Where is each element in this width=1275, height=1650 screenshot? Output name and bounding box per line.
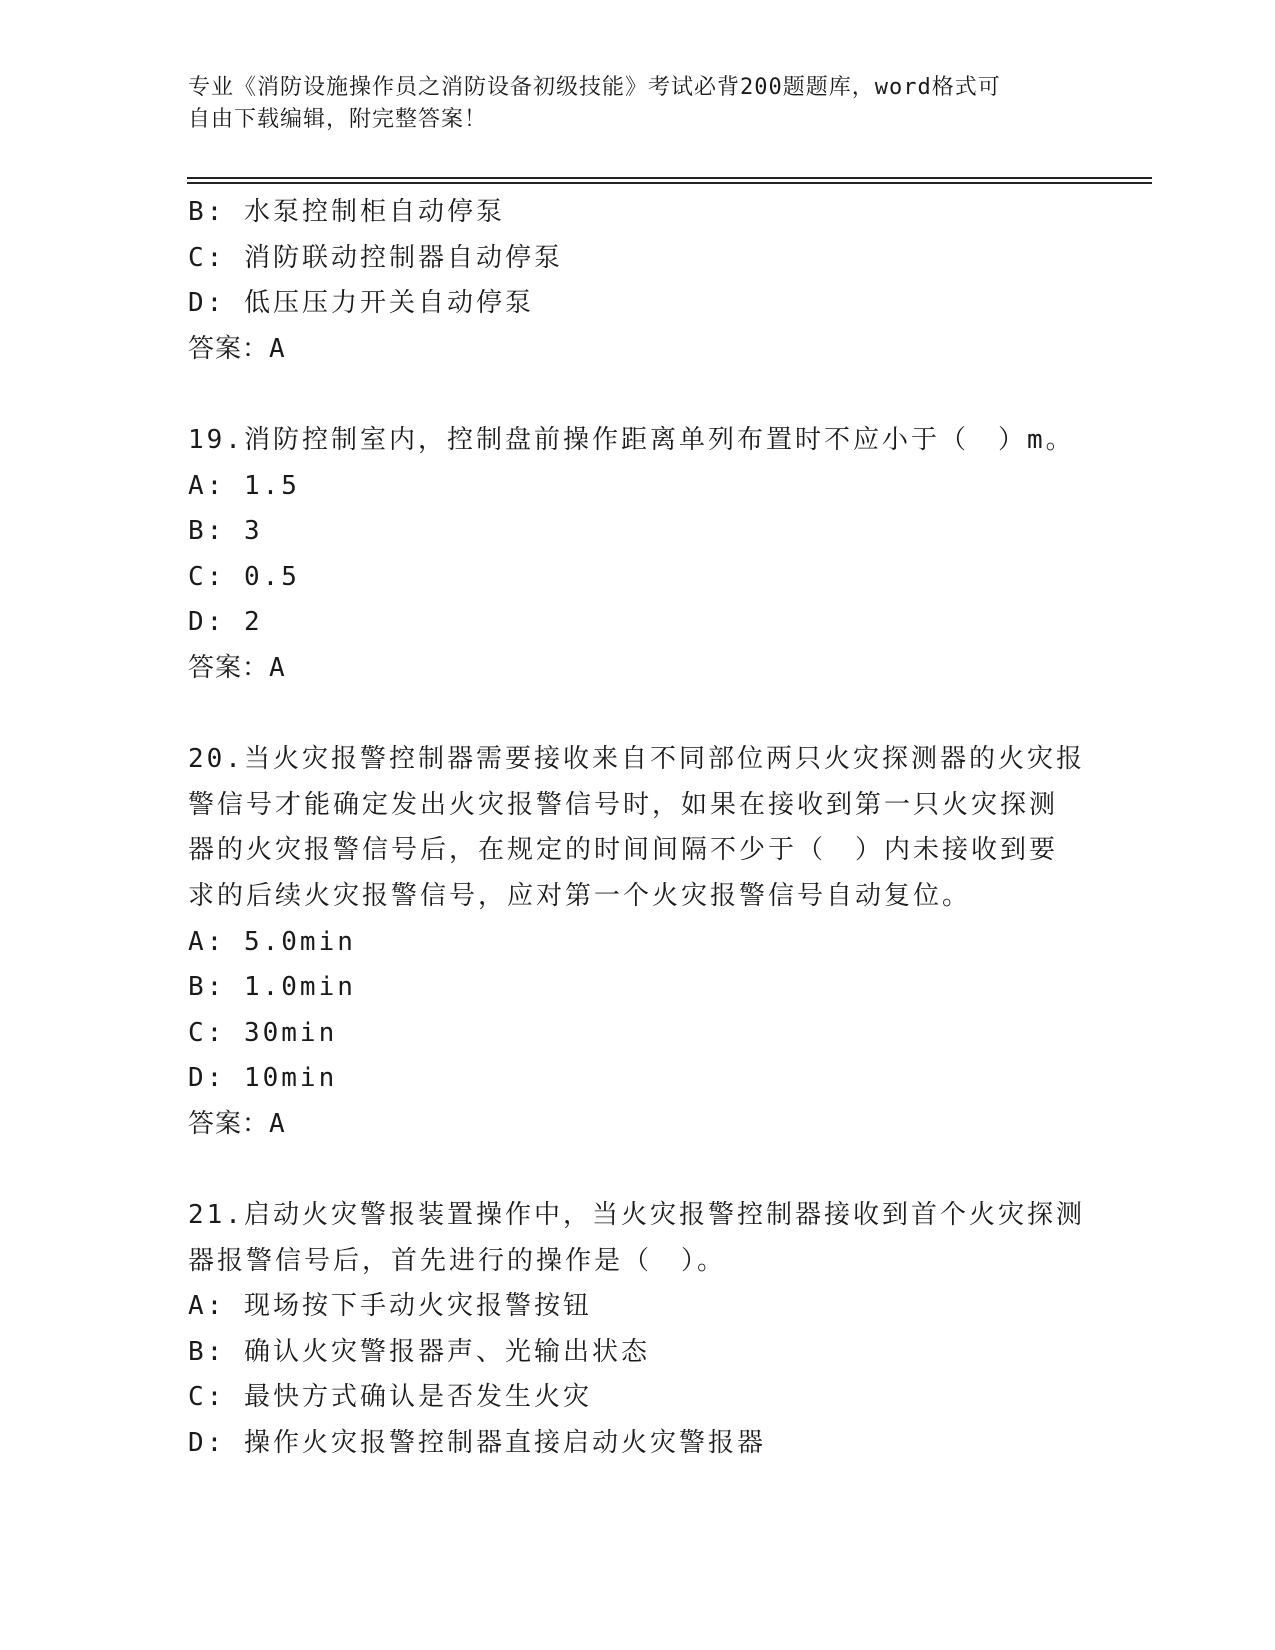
q20-option-c: C: 30min (188, 1017, 338, 1048)
header-line-2: 自由下载编辑，附完整答案！ (188, 107, 488, 132)
q20-question-line-2: 警信号才能确定发出火灾报警信号时，如果在接收到第一只火灾探测 (188, 789, 1059, 820)
q19-option-d: D: 2 (188, 607, 263, 638)
header-rule-top (187, 177, 1152, 179)
q20-option-a: A: 5.0min (188, 926, 356, 957)
q21-question-line-1: 21.启动火灾警报装置操作中，当火灾报警控制器接收到首个火灾探测 (188, 1200, 1085, 1231)
q20-option-b: B: 1.0min (188, 972, 356, 1003)
spacer (188, 372, 1088, 418)
question-21 (188, 1193, 1088, 1467)
q21-option-c: C: 最快方式确认是否发生火灾 (188, 1382, 592, 1413)
q18-option-d: D: 低压压力开关自动停泵 (188, 288, 534, 319)
q21-option-d: D: 操作火灾报警控制器直接启动火灾警报器 (188, 1428, 766, 1459)
q18-option-b: B: 水泵控制柜自动停泵 (188, 197, 505, 227)
q18-option-c: C: 消防联动控制器自动停泵 (188, 242, 563, 273)
q20-question-line-3: 器的火灾报警信号后，在规定的时间间隔不少于（ ）内未接收到要 (188, 835, 1059, 866)
question-19 (188, 418, 1088, 692)
q19-answer: 答案：A (188, 652, 286, 683)
q19-option-c: C: 0.5 (188, 561, 300, 592)
q21-option-a: A: 现场按下手动火灾报警按钮 (188, 1291, 592, 1322)
document-header (188, 72, 1088, 136)
spacer (188, 692, 1088, 738)
q19-option-a: A: 1.5 (188, 470, 300, 501)
header-rule-bottom (187, 182, 1152, 184)
spacer (188, 1147, 1088, 1193)
question-18 (188, 190, 1088, 372)
q18-answer: 答案：A (188, 333, 286, 364)
q19-option-b: B: 3 (188, 516, 263, 547)
q20-question-line-4: 求的后续火灾报警信号，应对第一个火灾报警信号自动复位。 (188, 880, 972, 911)
q20-answer: 答案：A (188, 1108, 286, 1139)
question-list (188, 190, 1088, 1467)
q20-question-line-1: 20.当火灾报警控制器需要接收来自不同部位两只火灾探测器的火灾报 (188, 744, 1085, 775)
q20-option-d: D: 10min (188, 1063, 338, 1094)
q21-option-b: B: 确认火灾警报器声、光输出状态 (188, 1336, 650, 1367)
q19-question: 19.消防控制室内，控制盘前操作距离单列布置时不应小于（ ）m。 (188, 424, 1075, 455)
question-20 (188, 737, 1088, 1147)
q21-question-line-2: 器报警信号后，首先进行的操作是（ ）。 (188, 1245, 727, 1276)
header-line-1: 专业《消防设施操作员之消防设备初级技能》考试必背200题题库，word格式可 (188, 75, 1001, 100)
